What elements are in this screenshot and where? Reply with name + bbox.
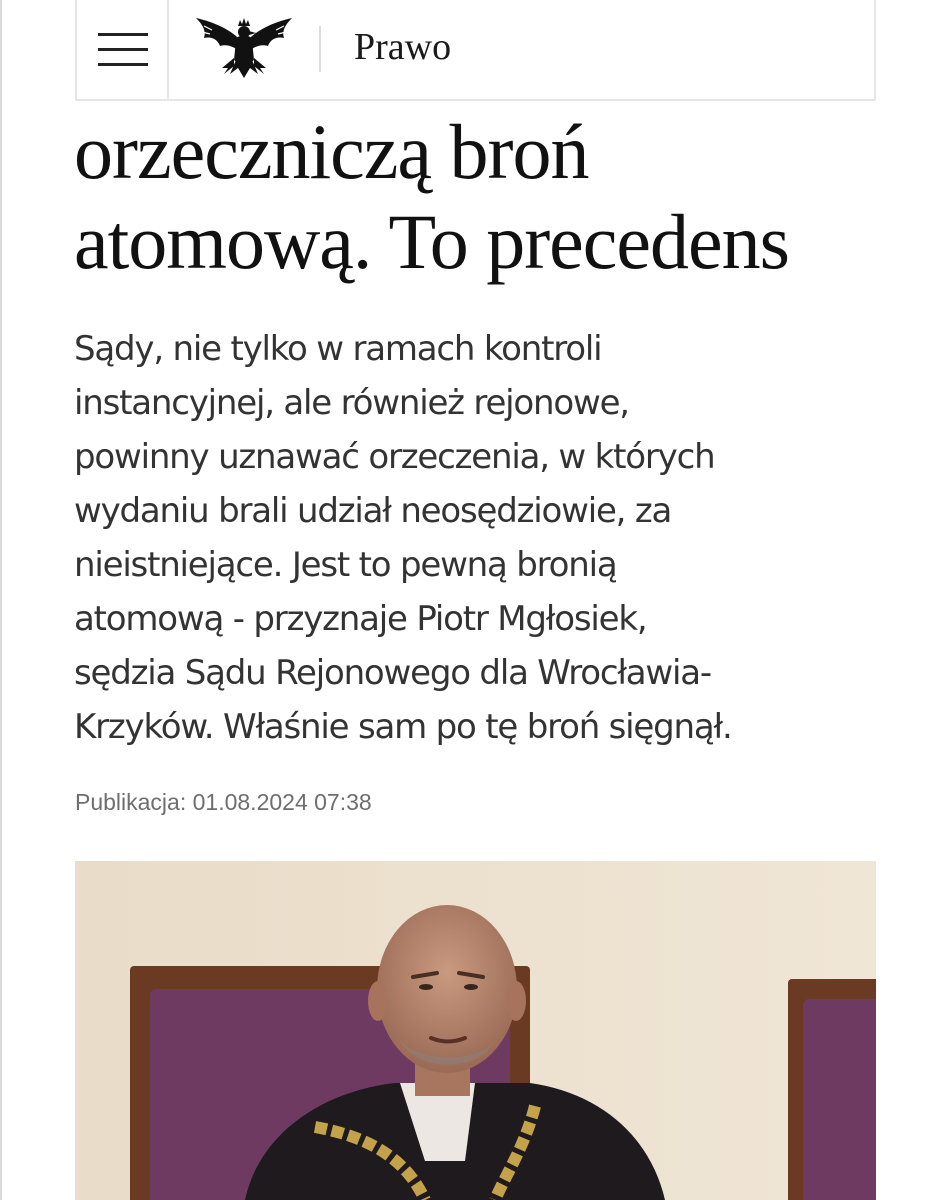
lead-line: Sądy, nie tylko w ramach kontroli [74,329,602,369]
lead-line: instancyjnej, ale również rejonowe, [74,383,629,423]
lead-line: sędzia Sądu Rejonowego dla Wrocławia- [74,653,711,693]
lead-line: Krzyków. Właśnie sam po tę broń sięgnął. [74,707,732,747]
section-label[interactable]: Prawo [354,26,452,68]
publication-date: Publikacja: 01.08.2024 07:38 [75,789,372,815]
article-photo[interactable] [75,861,876,1200]
article-headline [74,107,874,287]
judge-photo-illustration [75,861,876,1200]
site-header [75,0,876,101]
menu-button[interactable] [77,0,169,99]
eagle-logo-icon[interactable] [194,12,294,82]
article-lead [74,322,874,754]
lead-line: nieistniejące. Jest to pewną bronią [74,545,617,585]
page-left-border [0,0,2,1200]
hamburger-menu-icon [98,30,148,68]
headline-line: orzeczniczą broń [74,108,589,195]
lead-line: atomową - przyznaje Piotr Mgłosiek, [74,599,647,639]
headline-line: atomową. To precedens [74,198,790,285]
lead-line: wydaniu brali udział neosędziowie, za [74,491,672,531]
header-divider [319,26,321,72]
lead-line: powinny uznawać orzeczenia, w których [74,437,715,477]
